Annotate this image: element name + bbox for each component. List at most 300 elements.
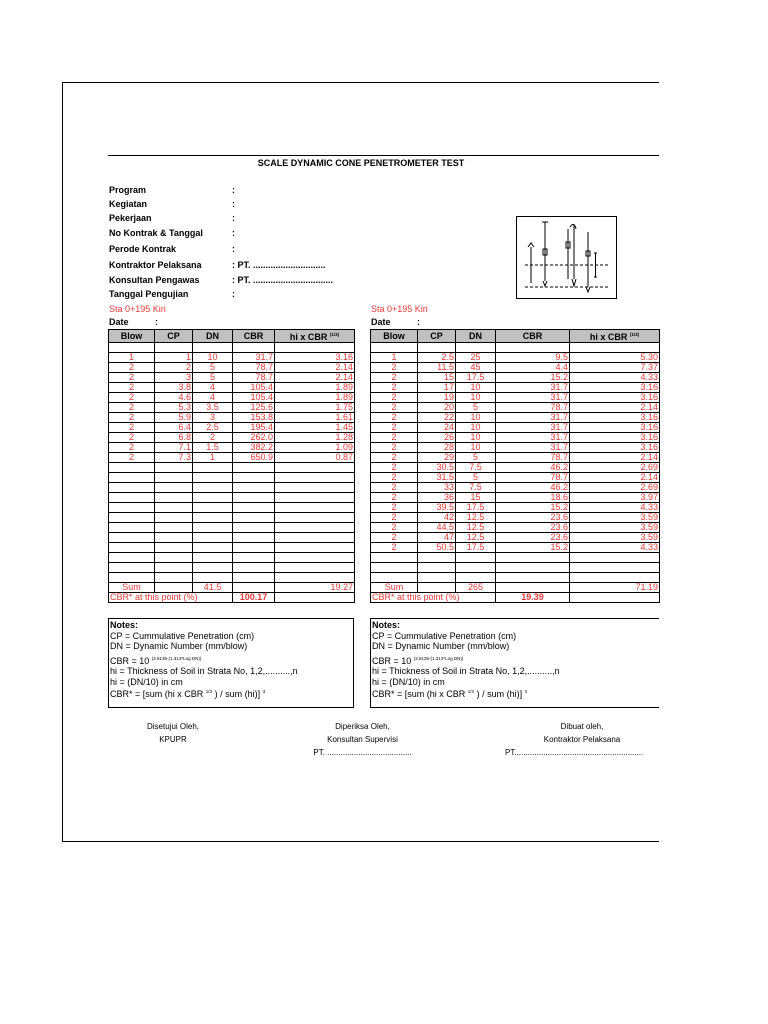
table-cell: 18.6: [496, 493, 570, 503]
table-cell: 10: [193, 353, 233, 363]
table-cell: 2: [371, 413, 418, 423]
table-cell: [155, 563, 193, 573]
table-cell: [109, 503, 155, 513]
info-label: Perode Kontrak: [109, 244, 177, 254]
table-cell: 2: [109, 443, 155, 453]
table-cell: Sum: [371, 583, 418, 593]
header-dn: DN: [193, 330, 233, 343]
notes-cbrstar-a: CBR* = [sum (hi x CBR: [110, 689, 204, 699]
table-cell: [570, 563, 660, 573]
right-date-colon: :: [417, 317, 420, 327]
left-date-label: Date: [109, 317, 129, 327]
table-cell: 2.14: [275, 373, 355, 383]
table-cell: [275, 533, 355, 543]
table-cell: 10: [456, 393, 496, 403]
left-station-label: Sta 0+195 Kiri: [109, 304, 166, 314]
table-cell: [109, 463, 155, 473]
notes-hi-thickness: hi = Thickness of Soil in Strata No, 1,2,..........,n: [110, 666, 298, 676]
table-row-empty: [109, 553, 355, 563]
sum-row: [109, 583, 355, 593]
table-cell: [371, 573, 418, 583]
notes-hi-formula: hi = (DN/10) in cm: [372, 676, 445, 687]
table-cell: 2: [371, 513, 418, 523]
header-hi-cbr: [275, 330, 355, 343]
table-cell: 44.5: [418, 523, 456, 533]
table-cell: [109, 483, 155, 493]
table-cell: 5: [456, 453, 496, 463]
table-cell: 3.16: [570, 443, 660, 453]
table-row: [109, 453, 355, 463]
notes-cbrstar-b: ) / sum (hi)]: [214, 689, 261, 699]
signature-kpupr: [118, 720, 228, 746]
header-dn: DN: [456, 330, 496, 343]
table-cell: [418, 583, 456, 593]
table-spacer-row: [109, 343, 355, 353]
cbr-result-label: CBR* at this point (%): [371, 593, 496, 603]
table-cell: 17: [418, 383, 456, 393]
header-hi-cbr-exp: (1/3): [329, 332, 340, 337]
cbr-result-label: CBR* at this point (%): [109, 593, 233, 603]
info-value: :: [232, 244, 235, 254]
table-cell: [233, 493, 275, 503]
table-cell: [109, 343, 155, 353]
table-cell: 1.5: [193, 443, 233, 453]
notes-hi-thickness: hi = Thickness of Soil in Strata No, 1,2,..........,n: [372, 666, 560, 676]
table-cell: 1.28: [275, 433, 355, 443]
table-cell: 31.7: [496, 383, 570, 393]
table-cell: 650.9: [233, 453, 275, 463]
table-cell: [233, 543, 275, 553]
table-row: [109, 373, 355, 383]
table-cell: [496, 583, 570, 593]
penetrometer-diagram-svg: [517, 217, 616, 298]
table-cell: 50.5: [418, 543, 456, 553]
table-cell: 153.8: [233, 413, 275, 423]
notes-cbr-exp: (2.8135-(1.313*Log DN)): [151, 655, 202, 661]
notes-cbr-prefix: CBR = 10: [110, 655, 150, 666]
table-cell: 2: [371, 423, 418, 433]
table-cell: [275, 553, 355, 563]
table-cell: 15.2: [496, 543, 570, 553]
table-cell: 2: [109, 433, 155, 443]
table-cell: 30.5: [418, 463, 456, 473]
table-cell: 10: [456, 383, 496, 393]
notes-cbrstar-exp2: 3: [524, 689, 528, 694]
page-title: SCALE DYNAMIC CONE PENETROMETER TEST: [257, 158, 465, 168]
table-row: [371, 383, 660, 393]
table-cell: 3: [155, 373, 193, 383]
table-cell: 31.7: [496, 413, 570, 423]
table-cell: 4.33: [570, 503, 660, 513]
table-cell: 2: [109, 413, 155, 423]
table-cell: [193, 473, 233, 483]
table-cell: 2: [371, 483, 418, 493]
table-cell: 47: [418, 533, 456, 543]
table-cell: [193, 573, 233, 583]
table-cell: [570, 553, 660, 563]
table-cell: 36: [418, 493, 456, 503]
table-spacer-row: [371, 343, 660, 353]
table-cell: 17.5: [456, 373, 496, 383]
notes-heading: Notes:: [372, 620, 401, 630]
table-cell: [193, 493, 233, 503]
table-cell: 39.5: [418, 503, 456, 513]
info-value: :: [232, 199, 235, 209]
table-cell: 31.7: [496, 393, 570, 403]
table-cell: [371, 553, 418, 563]
table-cell: [418, 553, 456, 563]
table-cell: 2: [371, 473, 418, 483]
table-cell: [275, 483, 355, 493]
info-value: : PT. .............................: [232, 260, 326, 270]
table-cell: 5.9: [155, 413, 193, 423]
table-cell: [155, 343, 193, 353]
signature-line1: Disetujui Oleh,: [146, 722, 200, 731]
table-row: [371, 373, 660, 383]
info-value: :: [232, 185, 235, 195]
info-label: No Kontrak & Tanggal: [109, 228, 203, 238]
table-cell: 2: [371, 523, 418, 533]
table-cell: 42: [418, 513, 456, 523]
table-cell: 3.59: [570, 533, 660, 543]
notes-cbrstar-exp1: 1/3: [205, 689, 213, 694]
table-cell: 125.6: [233, 403, 275, 413]
table-cell: [233, 573, 275, 583]
table-cell: [371, 563, 418, 573]
table-cell: 2.14: [570, 453, 660, 463]
table-row: [371, 353, 660, 363]
table-row-empty: [109, 543, 355, 553]
table-row: [371, 533, 660, 543]
table-row: [371, 433, 660, 443]
table-row-empty: [109, 473, 355, 483]
table-cell: 7.37: [570, 363, 660, 373]
table-cell: 1.61: [275, 413, 355, 423]
header-hi-cbr: [570, 330, 660, 343]
table-cell: 5.30: [570, 353, 660, 363]
table-cell: 23.6: [496, 513, 570, 523]
table-cell: [233, 483, 275, 493]
table-cell: [193, 343, 233, 353]
table-cell: 78.7: [496, 403, 570, 413]
notes-cp: CP = Cummulative Penetration (cm): [372, 630, 517, 641]
table-cell: 3.16: [275, 353, 355, 363]
table-cell: 20: [418, 403, 456, 413]
right-notes: [370, 618, 659, 708]
table-cell: 2: [109, 393, 155, 403]
table-cell: 262.0: [233, 433, 275, 443]
left-notes: [108, 618, 354, 708]
table-cell: 2: [109, 363, 155, 373]
table-cell: 4.33: [570, 543, 660, 553]
table-row: [109, 393, 355, 403]
table-cell: 1.75: [275, 403, 355, 413]
info-label: Tanggal Pengujian: [109, 289, 189, 299]
table-cell: 3.16: [570, 413, 660, 423]
signature-kontraktor: [505, 720, 659, 759]
table-cell: 1.89: [275, 383, 355, 393]
table-cell: 2: [371, 393, 418, 403]
table-cell: 3.5: [193, 403, 233, 413]
table-cell: 3.16: [570, 433, 660, 443]
info-value: :: [232, 228, 235, 238]
table-cell: 2: [371, 363, 418, 373]
table-cell: 2: [371, 433, 418, 443]
cbr-result-row: [109, 593, 355, 603]
table-cell: [193, 563, 233, 573]
table-cell: [155, 493, 193, 503]
table-cell: [109, 543, 155, 553]
table-cell: 2: [109, 373, 155, 383]
table-cell: 24: [418, 423, 456, 433]
table-cell: [109, 573, 155, 583]
header-cbr: CBR: [496, 330, 570, 343]
table-cell: 2: [109, 423, 155, 433]
right-station-label: Sta 0+195 Kiri: [371, 304, 428, 314]
table-cell: [233, 533, 275, 543]
table-cell: 4.4: [496, 363, 570, 373]
table-cell: 2: [155, 363, 193, 373]
table-cell: [275, 493, 355, 503]
table-cell: 31.5: [418, 473, 456, 483]
table-cell: [155, 543, 193, 553]
table-row: [371, 493, 660, 503]
table-cell: 2.5: [193, 423, 233, 433]
table-cell: [193, 503, 233, 513]
table-cell: [155, 503, 193, 513]
table-cell: [193, 543, 233, 553]
table-cell: [275, 523, 355, 533]
table-cell: [193, 463, 233, 473]
table-cell: 17.5: [456, 503, 496, 513]
notes-cbr: [372, 654, 658, 667]
table-cell: [109, 473, 155, 483]
table-cell: [109, 523, 155, 533]
header-blow: Blow: [109, 330, 155, 343]
table-row: [371, 413, 660, 423]
table-row: [371, 453, 660, 463]
table-cell: 1: [155, 353, 193, 363]
table-row: [371, 363, 660, 373]
table-cell: [418, 343, 456, 353]
table-cell: [109, 533, 155, 543]
table-cell: 31.7: [496, 443, 570, 453]
page-border-bottom: [62, 841, 659, 842]
table-row: [371, 463, 660, 473]
table-cell: [570, 573, 660, 583]
page-border-top: [62, 82, 659, 83]
table-cell: [193, 533, 233, 543]
table-cell: 3.59: [570, 513, 660, 523]
table-cell: [155, 533, 193, 543]
table-cell: 28: [418, 443, 456, 453]
table-cell: [456, 563, 496, 573]
table-cell: [233, 343, 275, 353]
table-cell: [155, 573, 193, 583]
info-label: Kontraktor Pelaksana: [109, 260, 202, 270]
table-cell: 31.7: [233, 353, 275, 363]
table-cell: 78.7: [233, 373, 275, 383]
table-cell: 45: [456, 363, 496, 373]
table-cell: 7.3: [155, 453, 193, 463]
table-cell: 1: [109, 353, 155, 363]
table-cell: 23.6: [496, 523, 570, 533]
table-cell: 2: [371, 463, 418, 473]
table-cell: 78.7: [233, 363, 275, 373]
right-data-table: [370, 329, 660, 603]
table-cell: 2: [371, 503, 418, 513]
table-cell: 2: [371, 383, 418, 393]
table-cell: [275, 473, 355, 483]
info-label: Program: [109, 185, 147, 195]
info-value: :: [232, 213, 235, 223]
table-cell: [233, 583, 275, 593]
table-cell: [275, 593, 355, 603]
signature-line3: PT. ......................................: [313, 748, 412, 757]
table-cell: 6.4: [155, 423, 193, 433]
signature-line2: KPUPR: [159, 735, 187, 744]
table-cell: 4.33: [570, 373, 660, 383]
table-cell: 3.16: [570, 423, 660, 433]
table-cell: 2: [371, 443, 418, 453]
table-row: [109, 403, 355, 413]
table-cell: 22: [418, 413, 456, 423]
table-row-empty: [371, 573, 660, 583]
table-cell: [109, 493, 155, 503]
table-cell: 12.5: [456, 533, 496, 543]
table-cell: 3.8: [155, 383, 193, 393]
notes-hi-formula: hi = (DN/10) in cm: [110, 676, 183, 687]
header-hi-cbr-exp: (1/3): [629, 332, 640, 337]
table-cell: 2: [109, 383, 155, 393]
table-cell: 33: [418, 483, 456, 493]
table-cell: [496, 563, 570, 573]
table-cell: 12.5: [456, 513, 496, 523]
table-cell: [233, 503, 275, 513]
cbr-result-row: [371, 593, 660, 603]
table-cell: 23.6: [496, 533, 570, 543]
table-cell: 2.14: [275, 363, 355, 373]
table-cell: 78.7: [496, 453, 570, 463]
table-cell: Sum: [109, 583, 155, 593]
table-cell: [233, 563, 275, 573]
table-cell: [456, 573, 496, 583]
table-cell: 3.16: [570, 393, 660, 403]
info-label: Konsultan Pengawas: [109, 275, 200, 285]
table-cell: 10: [456, 443, 496, 453]
table-cell: 15.2: [496, 373, 570, 383]
table-cell: [193, 483, 233, 493]
table-cell: 19: [418, 393, 456, 403]
table-cell: 2: [371, 453, 418, 463]
table-cell: 15: [418, 373, 456, 383]
page-border-left: [62, 82, 63, 842]
table-cell: 3.59: [570, 523, 660, 533]
table-cell: [275, 503, 355, 513]
table-row-empty: [109, 563, 355, 573]
table-cell: [155, 523, 193, 533]
notes-cbr-prefix: CBR = 10: [372, 655, 412, 666]
notes-cbrstar-a: CBR* = [sum (hi x CBR: [372, 689, 466, 699]
table-cell: 2: [371, 533, 418, 543]
table-row: [371, 483, 660, 493]
table-cell: [275, 563, 355, 573]
table-row: [109, 413, 355, 423]
table-row-empty: [109, 573, 355, 583]
table-cell: [371, 343, 418, 353]
table-cell: 19.27: [275, 583, 355, 593]
notes-cbrstar-exp2: 3: [262, 689, 266, 694]
table-row: [109, 423, 355, 433]
table-cell: 2: [109, 403, 155, 413]
table-row: [371, 543, 660, 553]
table-cell: [155, 553, 193, 563]
header-hi-cbr-text: hi x CBR: [289, 332, 328, 342]
table-cell: [233, 473, 275, 483]
table-cell: 10: [456, 423, 496, 433]
signature-line3: PT..........................................................: [505, 748, 644, 757]
table-cell: [418, 563, 456, 573]
info-label: Kegiatan: [109, 199, 148, 209]
table-cell: 105.4: [233, 393, 275, 403]
cbr-result-value: 19.39: [496, 593, 570, 603]
table-cell: 2.69: [570, 463, 660, 473]
table-cell: [155, 473, 193, 483]
table-cell: [275, 463, 355, 473]
header-blow: Blow: [371, 330, 418, 343]
header-cp: CP: [418, 330, 456, 343]
table-row-empty: [109, 483, 355, 493]
table-cell: 10: [456, 413, 496, 423]
notes-cbrstar-b: ) / sum (hi)]: [476, 689, 523, 699]
table-row: [371, 403, 660, 413]
table-cell: [456, 553, 496, 563]
table-cell: [275, 573, 355, 583]
table-cell: [109, 553, 155, 563]
table-cell: [570, 593, 660, 603]
table-cell: 7.1: [155, 443, 193, 453]
table-cell: [193, 553, 233, 563]
table-cell: 3.16: [570, 383, 660, 393]
table-cell: 46.2: [496, 463, 570, 473]
table-cell: 4.6: [155, 393, 193, 403]
table-cell: 2.69: [570, 483, 660, 493]
notes-cbrstar: [110, 687, 352, 700]
table-row-empty: [109, 463, 355, 473]
left-date-colon: :: [155, 317, 158, 327]
table-cell: 26: [418, 433, 456, 443]
signature-line2: Kontraktor Pelaksana: [543, 735, 621, 744]
table-cell: 1.09: [275, 443, 355, 453]
table-cell: 1: [371, 353, 418, 363]
table-row: [109, 383, 355, 393]
table-row: [371, 443, 660, 453]
table-cell: 0.87: [275, 453, 355, 463]
table-cell: 78.7: [496, 473, 570, 483]
table-cell: [193, 513, 233, 523]
table-cell: [496, 343, 570, 353]
table-cell: [109, 513, 155, 523]
table-cell: 2.14: [570, 403, 660, 413]
table-cell: 46.2: [496, 483, 570, 493]
notes-cbrstar: [372, 687, 658, 700]
table-cell: 2: [371, 373, 418, 383]
table-row-empty: [109, 513, 355, 523]
table-row: [109, 353, 355, 363]
table-cell: 5: [456, 473, 496, 483]
table-cell: 71.19: [570, 583, 660, 593]
table-cell: [155, 583, 193, 593]
